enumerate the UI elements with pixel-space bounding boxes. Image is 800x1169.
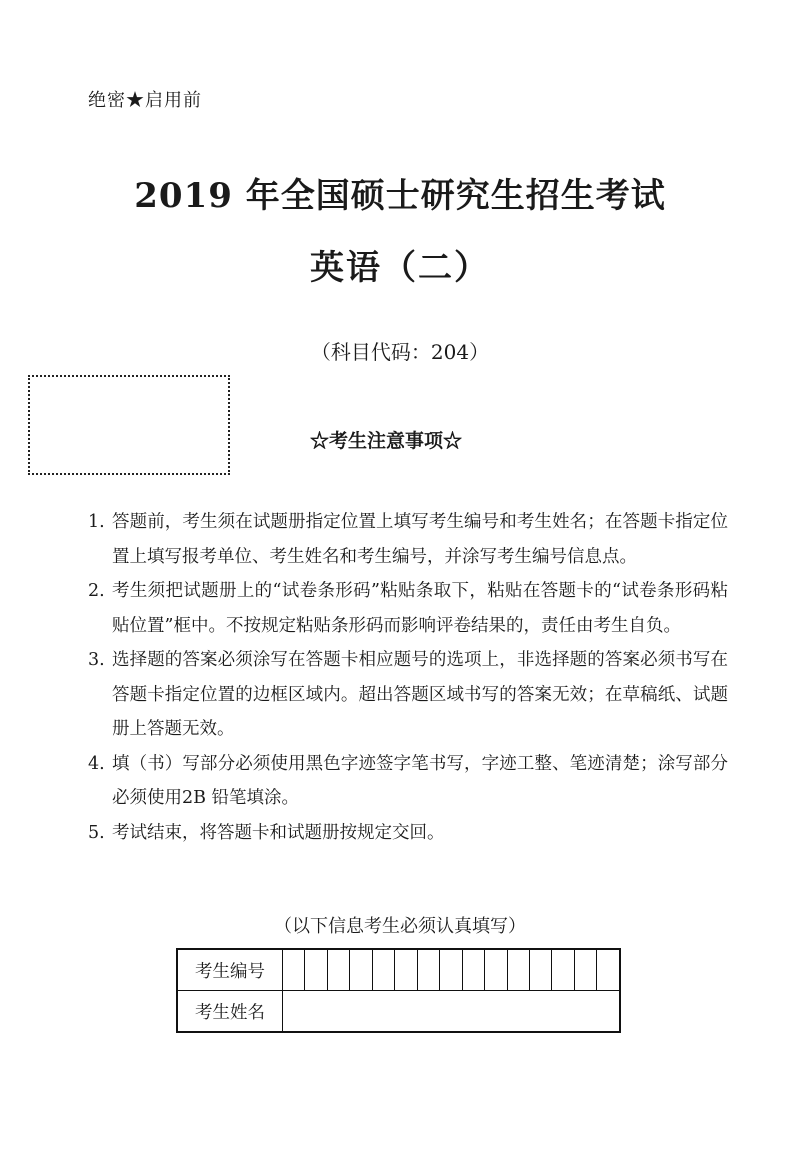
candidate-number-digit-box[interactable] xyxy=(305,949,327,991)
candidate-number-digit-box[interactable] xyxy=(574,949,596,991)
notice-item-number: 3. xyxy=(88,650,105,670)
candidate-number-digit-box[interactable] xyxy=(440,949,462,991)
candidate-number-digit-box[interactable] xyxy=(485,949,507,991)
notice-item xyxy=(88,574,728,643)
candidate-number-digit-box[interactable] xyxy=(507,949,529,991)
candidate-number-digit-box[interactable] xyxy=(372,949,394,991)
notice-item-text: 答题前，考生须在试题册指定位置上填写考生编号和考生姓名；在答题卡指定位置上填写报考单位、考生姓名和考生编号，并涂写考生编号信息点。 xyxy=(112,512,728,567)
barcode-sticker-area xyxy=(28,375,230,475)
confidential-label: 绝密★启用前 xyxy=(88,90,202,111)
candidate-number-digit-box[interactable] xyxy=(350,949,372,991)
candidate-info-form xyxy=(176,948,621,1033)
notice-item-text: 考试结束，将答题卡和试题册按规定交回。 xyxy=(112,822,445,843)
notice-item-number: 2. xyxy=(88,581,105,601)
candidate-number-digit-box[interactable] xyxy=(552,949,574,991)
candidate-name-row xyxy=(177,991,620,1033)
candidate-number-digit-box[interactable] xyxy=(417,949,439,991)
exam-subject: 英语（二） xyxy=(310,248,490,288)
notice-title: ☆考生注意事项☆ xyxy=(310,430,463,452)
notice-item xyxy=(88,643,728,747)
candidate-number-row xyxy=(177,949,620,991)
candidate-number-label: 考生编号 xyxy=(177,949,283,991)
notice-item-text: 考生须把试题册上的“试卷条形码”粘贴条取下，粘贴在答题卡的“试卷条形码粘贴位置”框中。不按规定粘贴条形码而影响评卷结果的，责任由考生自负。 xyxy=(112,581,728,636)
notice-item xyxy=(88,816,728,851)
notice-item xyxy=(88,505,728,574)
notice-item-text: 填（书）写部分必须使用黑色字迹签字笔书写，字迹工整、笔迹清楚；涂写部分必须使用2B 铅笔填涂。 xyxy=(112,753,728,808)
candidate-number-digit-box[interactable] xyxy=(529,949,551,991)
candidate-name-label: 考生姓名 xyxy=(177,991,283,1033)
candidate-number-digit-box[interactable] xyxy=(597,949,620,991)
candidate-number-digit-box[interactable] xyxy=(327,949,349,991)
notice-item-number: 1. xyxy=(88,512,105,532)
exam-title: 2019 年全国硕士研究生招生考试 xyxy=(134,176,666,216)
notice-list xyxy=(88,505,728,850)
candidate-number-digit-box[interactable] xyxy=(395,949,417,991)
info-form-caption: （以下信息考生必须认真填写） xyxy=(274,916,526,937)
notice-item xyxy=(88,747,728,816)
notice-item-number: 5. xyxy=(88,822,105,843)
notice-item-text: 选择题的答案必须涂写在答题卡相应题号的选项上，非选择题的答案必须书写在答题卡指定位置的边框区域内。超出答题区域书写的答案无效；在草稿纸、试题册上答题无效。 xyxy=(112,650,728,739)
candidate-number-digit-box[interactable] xyxy=(283,949,305,991)
candidate-number-digit-box[interactable] xyxy=(462,949,484,991)
subject-code: （科目代码：204） xyxy=(310,340,490,364)
candidate-name-field[interactable] xyxy=(283,991,621,1033)
notice-item-number: 4. xyxy=(88,753,105,774)
